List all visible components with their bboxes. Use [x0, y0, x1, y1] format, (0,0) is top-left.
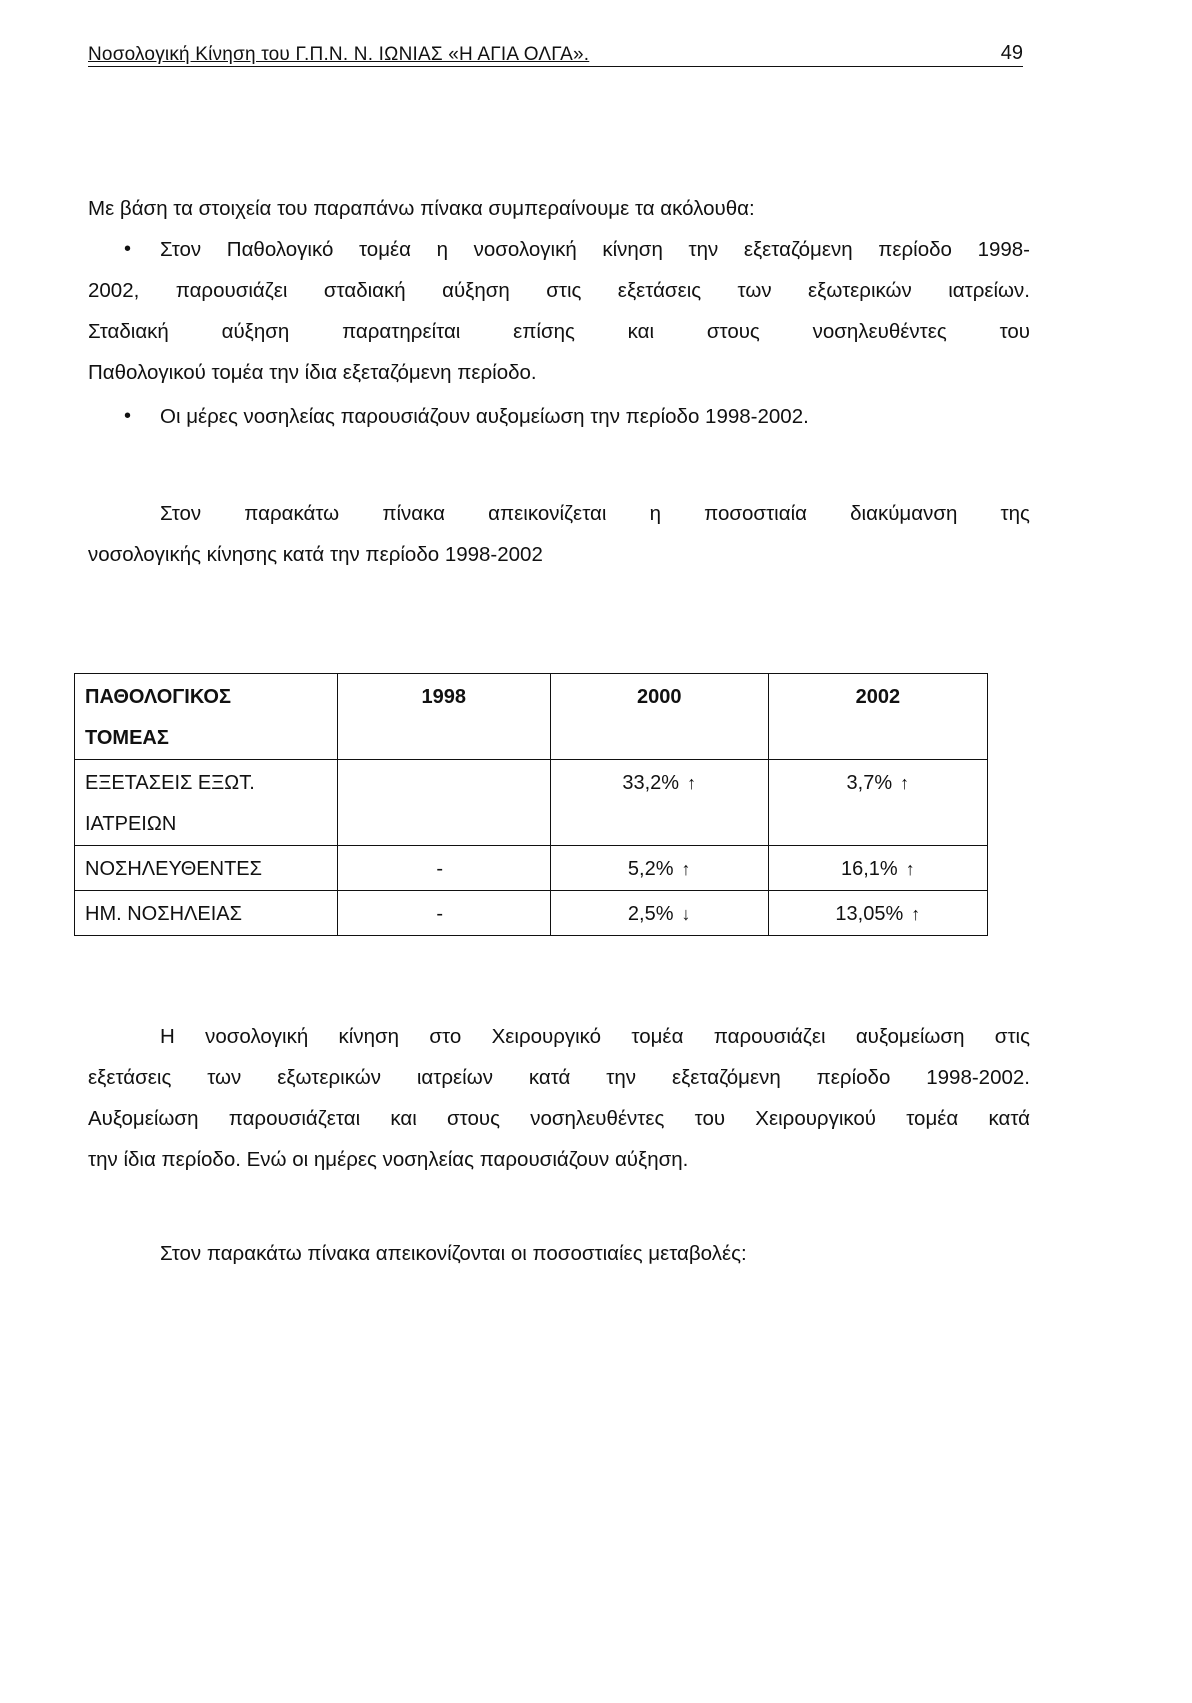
trend-arrow-icon: ↑ [905, 859, 915, 879]
table-cell [550, 760, 768, 846]
surgical-line: Η νοσολογική κίνηση στο Χειρουργικό τομέα παρουσιάζει αυξομείωση στις [160, 1025, 1030, 1048]
page-header [88, 36, 1023, 67]
header-year-2000: 2000 [550, 674, 768, 760]
table-row [75, 760, 988, 846]
table-intro-word: απεικονίζεται [488, 502, 607, 525]
cell-value: 16,1% [840, 858, 898, 880]
cell-value: 13,05% [835, 903, 904, 925]
table-intro-line-1 [160, 493, 1030, 534]
table-intro-word: παρακάτω [244, 502, 340, 525]
closing-sentence: Στον παρακάτω πίνακα απεικονίζονται οι ποσοστιαίες μεταβολές: [160, 1242, 747, 1265]
table-intro-word: διακύμανση [850, 502, 958, 525]
header-year-2002: 2002 [768, 674, 987, 760]
table-intro-word: η [649, 502, 661, 525]
surgical-paragraph-line-3: Αυξομείωση παρουσιάζεται και στους νοσηλευθέντες του Χειρουργικού τομέα κατά [88, 1107, 1030, 1130]
cell-value: 5,2% [627, 858, 674, 880]
header-year-1998: 1998 [337, 674, 550, 760]
row-label-line-2: ΙΑΤΡΕΙΩΝ [85, 813, 177, 835]
surgical-paragraph-line-1 [160, 1016, 1030, 1057]
cell-value: 3,7% [846, 772, 893, 794]
cell-value: 33,2% [622, 772, 680, 794]
intro-paragraph: Με βάση τα στοιχεία του παραπάνω πίνακα συμπεραίνουμε τα ακόλουθα: [88, 197, 755, 220]
trend-arrow-icon: ↑ [911, 904, 921, 924]
trend-arrow-icon: ↑ [900, 773, 910, 793]
table-cell [768, 760, 987, 846]
trend-arrow-icon: ↑ [681, 859, 691, 879]
bullet-marker: • [124, 238, 132, 260]
table-cell [550, 891, 768, 936]
table-intro-word: πίνακα [382, 502, 445, 525]
running-title: Νοσολογική Κίνηση του Γ.Π.Ν. Ν. ΙΩΝΙΑΣ «Η ΑΓΙΑ ΟΛΓΑ». [88, 44, 590, 65]
row-label: ΝΟΣΗΛΕΥΘΕΝΤΕΣ [75, 846, 338, 891]
header-label-line-2: ΤΟΜΕΑΣ [85, 727, 169, 749]
cell-value: - [436, 903, 444, 925]
table-cell [550, 846, 768, 891]
header-label-line-1: ΠΑΘΟΛΟΓΙΚΟΣ [85, 686, 231, 708]
surgical-paragraph-line-4: την ίδια περίοδο. Ενώ οι ημέρες νοσηλείας παρουσιάζουν αύξηση. [88, 1148, 689, 1171]
table-cell [768, 891, 987, 936]
table-cell [768, 846, 987, 891]
row-label-line-1: ΕΞΕΤΑΣΕΙΣ ΕΞΩΤ. [85, 772, 255, 794]
table-cell [337, 846, 550, 891]
table-cell [337, 760, 550, 846]
table-header-label [75, 674, 338, 760]
table-intro-line-2: νοσολογικής κίνησης κατά την περίοδο 1998-2002 [88, 543, 543, 566]
table-row [75, 846, 988, 891]
page-number: 49 [1000, 42, 1023, 64]
trend-arrow-icon: ↓ [681, 904, 691, 924]
table-intro-word: ποσοστιαία [704, 502, 807, 525]
pathology-sector-table [74, 673, 988, 936]
surgical-paragraph-line-2: εξετάσεις των εξωτερικών ιατρείων κατά την εξεταζόμενη περίοδο 1998-2002. [88, 1066, 1030, 1089]
bullet-1-line-1: Στον Παθολογικό τομέα η νοσολογική κίνηση την εξεταζόμενη περίοδο 1998- [160, 238, 1030, 261]
table-intro-word: Στον [160, 502, 202, 525]
table-cell [337, 891, 550, 936]
row-label [75, 760, 338, 846]
cell-value: - [436, 858, 444, 880]
cell-value: 2,5% [627, 903, 674, 925]
bullet-1-line-4: Παθολογικού τομέα την ίδια εξεταζόμενη περίοδο. [88, 361, 537, 384]
bullet-1-line-2: 2002, παρουσιάζει σταδιακή αύξηση στις εξετάσεις των εξωτερικών ιατρείων. [88, 279, 1030, 302]
table-intro-word: της [1000, 502, 1030, 525]
table-row [75, 891, 988, 936]
bullet-2-line-1: Οι μέρες νοσηλείας παρουσιάζουν αυξομείωση την περίοδο 1998-2002. [160, 405, 809, 428]
bullet-marker: • [124, 405, 132, 427]
row-label: ΗΜ. ΝΟΣΗΛΕΙΑΣ [75, 891, 338, 936]
table-header-row [75, 674, 988, 760]
bullet-1-line-3: Σταδιακή αύξηση παρατηρείται επίσης και στους νοσηλευθέντες του [88, 320, 1030, 343]
trend-arrow-icon: ↑ [687, 773, 697, 793]
